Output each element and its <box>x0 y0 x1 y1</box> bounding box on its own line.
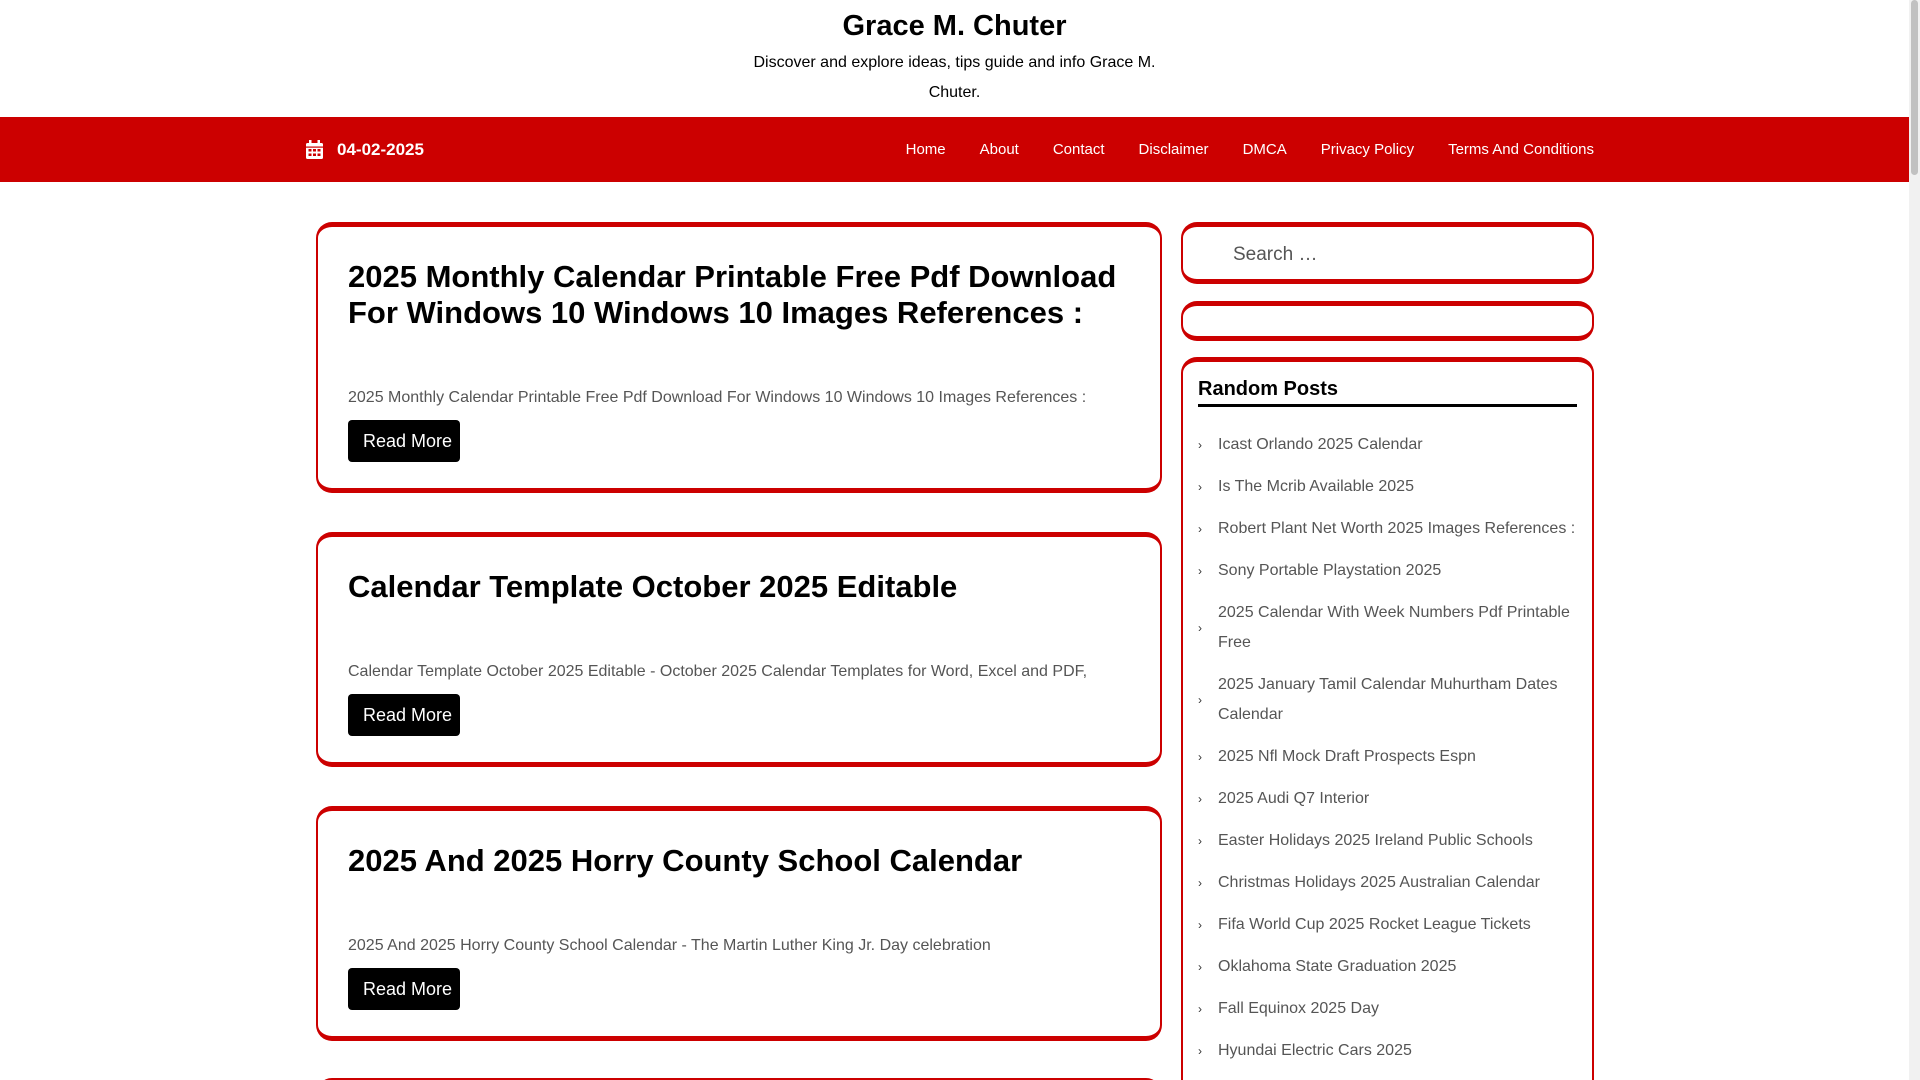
nav-item-terms[interactable]: Terms And Conditions <box>1448 141 1594 158</box>
search-widget <box>1181 222 1594 284</box>
random-posts-list <box>1198 424 1582 1072</box>
chevron-right-icon: › <box>1198 564 1202 578</box>
random-post-link[interactable]: Oklahoma State Graduation 2025 <box>1218 958 1457 975</box>
random-post-link[interactable]: Fall Equinox 2025 Day <box>1218 1000 1379 1017</box>
random-post-link[interactable]: Fifa World Cup 2025 Rocket League Tickets <box>1218 916 1531 933</box>
post-excerpt: Calendar Template October 2025 Editable - October 2025 Calendar Templates for Word, Excel and PDF, <box>348 663 1088 680</box>
list-item <box>1198 820 1582 862</box>
site-header <box>0 0 1909 117</box>
list-item <box>1198 550 1582 592</box>
page-scrollbar[interactable] <box>1909 0 1920 1080</box>
empty-widget <box>1181 301 1594 341</box>
random-posts-widget <box>1181 357 1594 1080</box>
chevron-right-icon: › <box>1198 522 1202 536</box>
random-post-link[interactable]: 2025 Nfl Mock Draft Prospects Espn <box>1218 748 1476 765</box>
random-post-link[interactable]: Icast Orlando 2025 Calendar <box>1218 436 1423 453</box>
list-item <box>1198 1030 1582 1072</box>
chevron-right-icon: › <box>1198 876 1202 890</box>
chevron-right-icon: › <box>1198 918 1202 932</box>
site-tagline: Discover and explore ideas, tips guide and info Grace M. Chuter. <box>753 54 1156 101</box>
read-more-button[interactable]: Read More <box>348 420 460 462</box>
random-post-link[interactable]: Christmas Holidays 2025 Australian Calendar <box>1218 874 1540 891</box>
list-item <box>1198 592 1582 664</box>
main-navbar <box>0 117 1909 182</box>
post-excerpt: 2025 Monthly Calendar Printable Free Pdf Download For Windows 10 Windows 10 Images References : <box>348 389 1087 406</box>
list-item <box>1198 424 1582 466</box>
list-item <box>1198 664 1582 736</box>
random-post-link[interactable]: 2025 Audi Q7 Interior <box>1218 790 1370 807</box>
post-title[interactable]: Calendar Template October 2025 Editable <box>348 569 958 604</box>
chevron-right-icon: › <box>1198 960 1202 974</box>
random-posts-title: Random Posts <box>1198 376 1577 407</box>
post-card <box>316 532 1162 767</box>
chevron-right-icon: › <box>1198 438 1202 452</box>
nav-item-dmca[interactable]: DMCA <box>1242 141 1287 158</box>
list-item <box>1198 736 1582 778</box>
chevron-right-icon: › <box>1198 480 1202 494</box>
post-title[interactable]: 2025 And 2025 Horry County School Calendar <box>348 843 1023 878</box>
list-item <box>1198 946 1582 988</box>
random-post-link[interactable]: 2025 Calendar With Week Numbers Pdf Printable Free <box>1218 604 1570 651</box>
random-post-link[interactable]: Robert Plant Net Worth 2025 Images References : <box>1218 520 1576 537</box>
chevron-right-icon: › <box>1198 1002 1202 1016</box>
nav-item-contact[interactable]: Contact <box>1052 141 1105 158</box>
post-excerpt: 2025 And 2025 Horry County School Calendar - The Martin Luther King Jr. Day celebration <box>348 937 991 954</box>
current-date <box>306 117 424 182</box>
list-item <box>1198 988 1582 1030</box>
random-post-link[interactable]: Hyundai Electric Cars 2025 <box>1218 1042 1412 1059</box>
post-title[interactable]: 2025 Monthly Calendar Printable Free Pdf Download For Windows 10 Windows 10 Images References : <box>348 259 1117 330</box>
calendar-icon <box>306 140 323 159</box>
date-text: 04-02-2025 <box>337 139 424 159</box>
nav-item-privacy-policy[interactable]: Privacy Policy <box>1320 141 1415 158</box>
random-post-link[interactable]: Sony Portable Playstation 2025 <box>1218 562 1442 579</box>
list-item <box>1198 904 1582 946</box>
chevron-right-icon: › <box>1198 621 1202 635</box>
search-input[interactable] <box>1233 239 1563 271</box>
random-post-link[interactable]: 2025 January Tamil Calendar Muhurtham Dates Calendar <box>1218 676 1558 723</box>
post-card <box>316 222 1162 493</box>
chevron-right-icon: › <box>1198 792 1202 806</box>
random-post-link[interactable]: Is The Mcrib Available 2025 <box>1218 478 1414 495</box>
read-more-button[interactable]: Read More <box>348 968 460 1010</box>
list-item <box>1198 508 1582 550</box>
list-item <box>1198 778 1582 820</box>
nav-menu <box>872 117 1594 182</box>
post-card <box>316 806 1162 1041</box>
chevron-right-icon: › <box>1198 1044 1202 1058</box>
nav-item-disclaimer[interactable]: Disclaimer <box>1138 141 1209 158</box>
scrollbar-thumb[interactable] <box>1911 0 1918 175</box>
read-more-button[interactable]: Read More <box>348 694 460 736</box>
chevron-right-icon: › <box>1198 750 1202 764</box>
nav-item-about[interactable]: About <box>979 141 1019 158</box>
chevron-right-icon: › <box>1198 834 1202 848</box>
list-item <box>1198 862 1582 904</box>
random-post-link[interactable]: Easter Holidays 2025 Ireland Public Schools <box>1218 832 1533 849</box>
chevron-right-icon: › <box>1198 693 1202 707</box>
site-title[interactable]: Grace M. Chuter <box>842 10 1067 42</box>
nav-item-home[interactable]: Home <box>905 141 946 158</box>
list-item <box>1198 466 1582 508</box>
